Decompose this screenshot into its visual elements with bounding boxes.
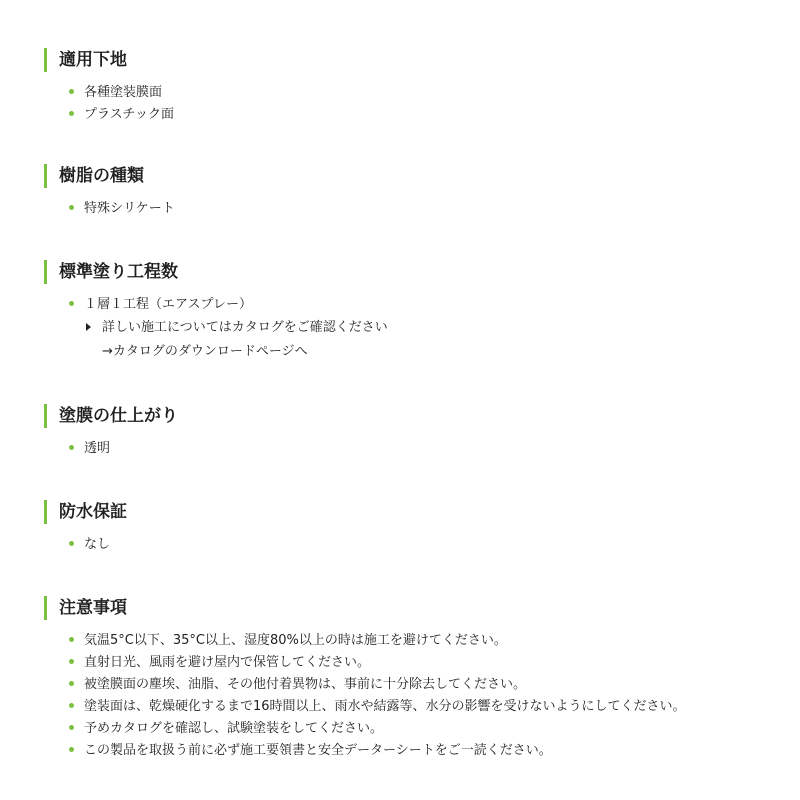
bullet-icon [69,659,74,664]
bullet-icon [69,89,74,94]
list-item [44,740,764,762]
catalog-note-text: 詳しい施工についてはカタログをご確認ください [102,320,388,335]
list-item [44,534,764,556]
section-heading: 防水保証 [44,500,764,524]
list-item [44,438,764,460]
section-heading: 注意事項 [44,596,764,620]
list-item-text: 予めカタログを確認し、試験塗装をしてください。 [84,721,384,736]
bullet-icon [69,725,74,730]
list-item-text: 透明 [84,441,111,456]
list-item [44,198,764,220]
list-item-text: 直射日光、風雨を避け屋内で保管してください。 [84,655,371,670]
list-item-text: プラスチック面 [84,107,174,122]
bullet-icon [69,747,74,752]
section-waterproof-warranty [44,500,764,556]
section-coating-process [44,260,764,364]
list-item [44,630,764,652]
bullet-icon [69,301,74,306]
bullet-icon [69,205,74,210]
section-heading: 樹脂の種類 [44,164,764,188]
section-heading: 標準塗り工程数 [44,260,764,284]
resin-list [44,198,764,220]
catalog-download-link[interactable]: →カタログのダウンロードページへ [102,344,308,359]
bullet-icon [69,637,74,642]
list-item-text: １層１工程（エアスプレー） [84,297,252,312]
section-heading: 適用下地 [44,48,764,72]
section-substrate [44,48,764,126]
list-item [44,652,764,674]
precautions-list [44,630,764,762]
bullet-icon [69,445,74,450]
catalog-note [44,316,764,340]
list-item-text: 各種塗装膜面 [84,85,163,100]
bullet-icon [69,703,74,708]
list-item [44,104,764,126]
bullet-icon [69,541,74,546]
section-heading: 塗膜の仕上がり [44,404,764,428]
section-finish [44,404,764,460]
section-precautions [44,596,764,762]
list-item-text: この製品を取扱う前に必ず施工要領書と安全データーシートをご一読ください。 [84,743,552,758]
list-item-text: なし [84,537,111,552]
list-item [44,696,764,718]
finish-list [44,438,764,460]
list-item [44,674,764,696]
warranty-list [44,534,764,556]
list-item-text: 特殊シリケート [84,201,175,216]
list-item-text: 気温5°C以下、35°C以上、湿度80%以上の時は施工を避けてください。 [84,633,507,648]
bullet-icon [69,111,74,116]
list-item [44,82,764,104]
section-resin-type [44,164,764,220]
list-item-text: 被塗膜面の塵埃、油脂、その他付着異物は、事前に十分除去してください。 [84,677,527,692]
bullet-icon [69,681,74,686]
list-item-text: 塗装面は、乾燥硬化するまで16時間以上、雨水や結露等、水分の影響を受けないようにしてください。 [84,699,686,714]
list-item [44,718,764,740]
substrate-list [44,82,764,126]
list-item [44,294,764,316]
triangle-right-icon [86,323,91,331]
process-list [44,294,764,316]
